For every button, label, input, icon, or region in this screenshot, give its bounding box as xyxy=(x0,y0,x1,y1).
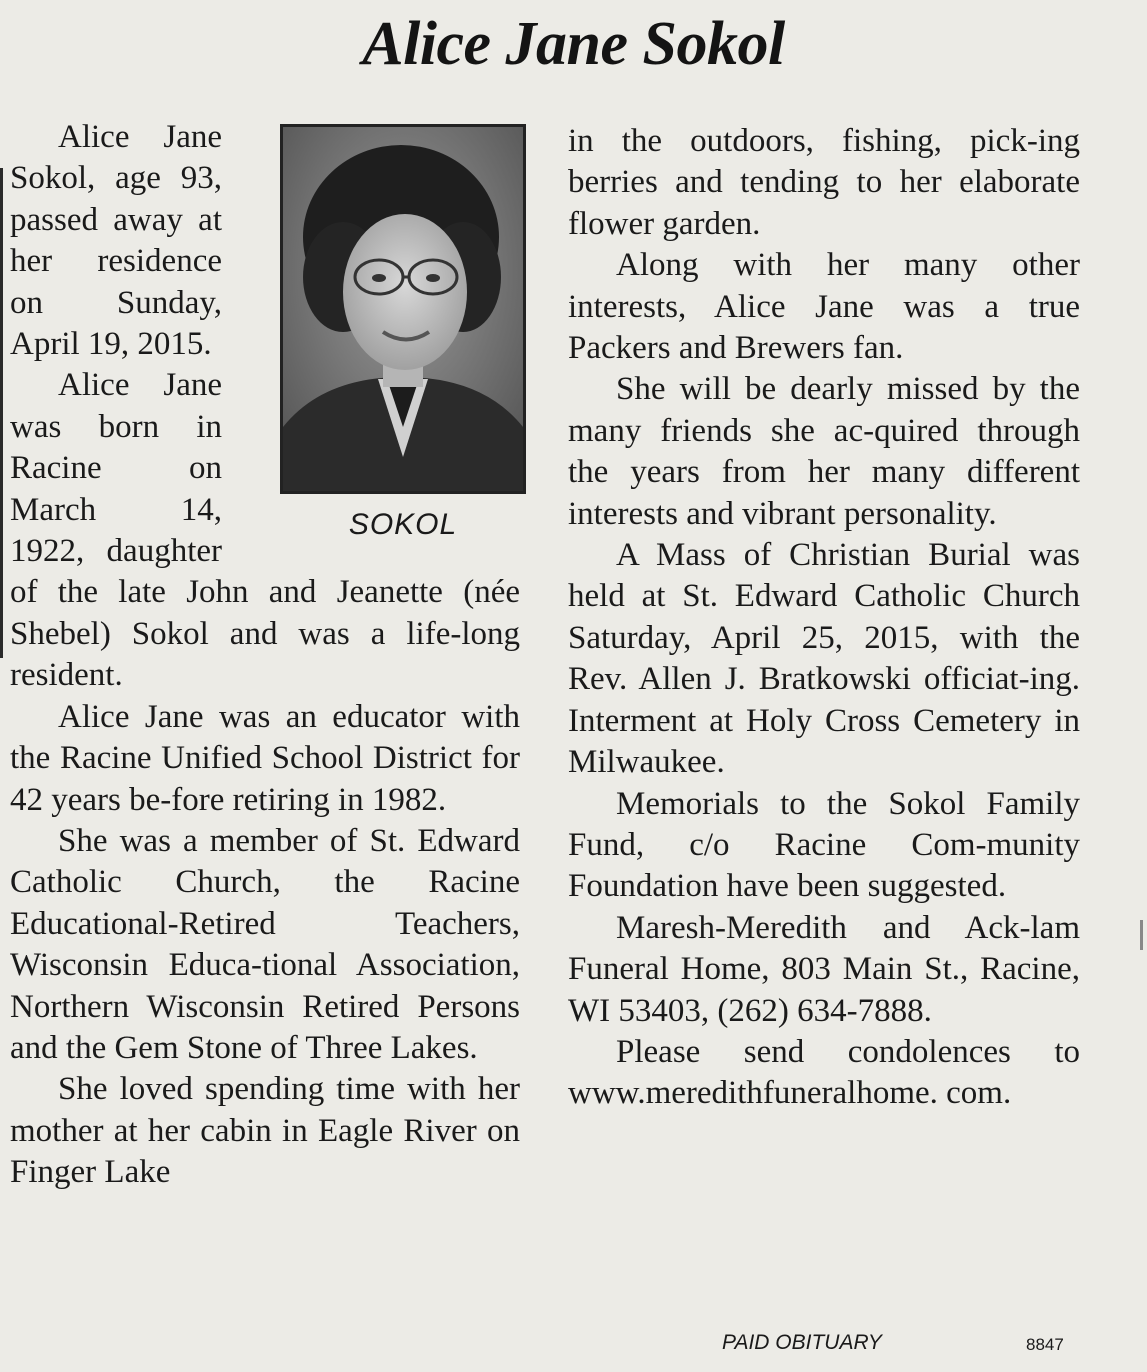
paragraph-hobbies: She loved spending time with her mother at her cabin in Eagle River on Finger Lake xyxy=(10,1071,520,1191)
paid-obituary-label: PAID OBITUARY xyxy=(722,1331,882,1354)
right-margin-mark xyxy=(1140,920,1143,950)
paragraph-death-notice: Alice Jane Sokol, age 93, passed away at her residence on Sunday, April 19, 2015. xyxy=(10,119,222,363)
paragraph-funeral-home: Maresh-Meredith and Ack-lam Funeral Home, 803 Main St., Racine, WI 53403, (262) 634-7888. xyxy=(568,909,1080,1029)
paragraph-memberships: She was a member of St. Edward Catholic Church, the Racine Educational-Retired Teachers, Wisconsin Educa-tional Association, Northern Wisconsin Retired Persons and the Gem Stone of Three Lakes. xyxy=(10,822,520,1066)
paragraph-hobbies-continued: in the outdoors, fishing, pick-ing berries and tending to her elaborate flower garden. xyxy=(568,123,1080,242)
obituary-title: Alice Jane Sokol xyxy=(362,10,785,78)
right-column xyxy=(568,121,1080,1115)
photo-float-spacer xyxy=(244,117,520,569)
left-column xyxy=(10,117,520,1194)
paragraph-mass: A Mass of Christian Burial was held at St. Edward Catholic Church Saturday, April 25, 2015, with the Rev. Allen J. Bratkowski officiat-ing. Interment at Holy Cross Cemetery in Milwaukee. xyxy=(568,537,1080,781)
paragraph-career: Alice Jane was an educator with the Racine Unified School District for 42 years be-fore retiring in 1982. xyxy=(10,698,520,818)
photo-caption: SOKOL xyxy=(348,508,458,541)
paragraph-interests: Along with her many other interests, Alice Jane was a true Packers and Brewers fan. xyxy=(568,247,1080,367)
left-margin-rule xyxy=(0,168,3,658)
paragraph-condolences: Please send condolences to www.meredithfuneralhome. com. xyxy=(568,1033,1080,1112)
ad-number: 8847 xyxy=(1026,1335,1064,1354)
paragraph-missed: She will be dearly missed by the many friends she ac-quired through the years from her many different interests and vibrant personality. xyxy=(568,371,1080,532)
paragraph-memorials: Memorials to the Sokol Family Fund, c/o Racine Com-munity Foundation have been suggested. xyxy=(568,785,1080,905)
paragraph-birth: Alice Jane was born in Racine on March 14, 1922, daughter of the late John and Jeanette (née Shebel) Sokol and was a life-long resident. xyxy=(10,367,520,694)
